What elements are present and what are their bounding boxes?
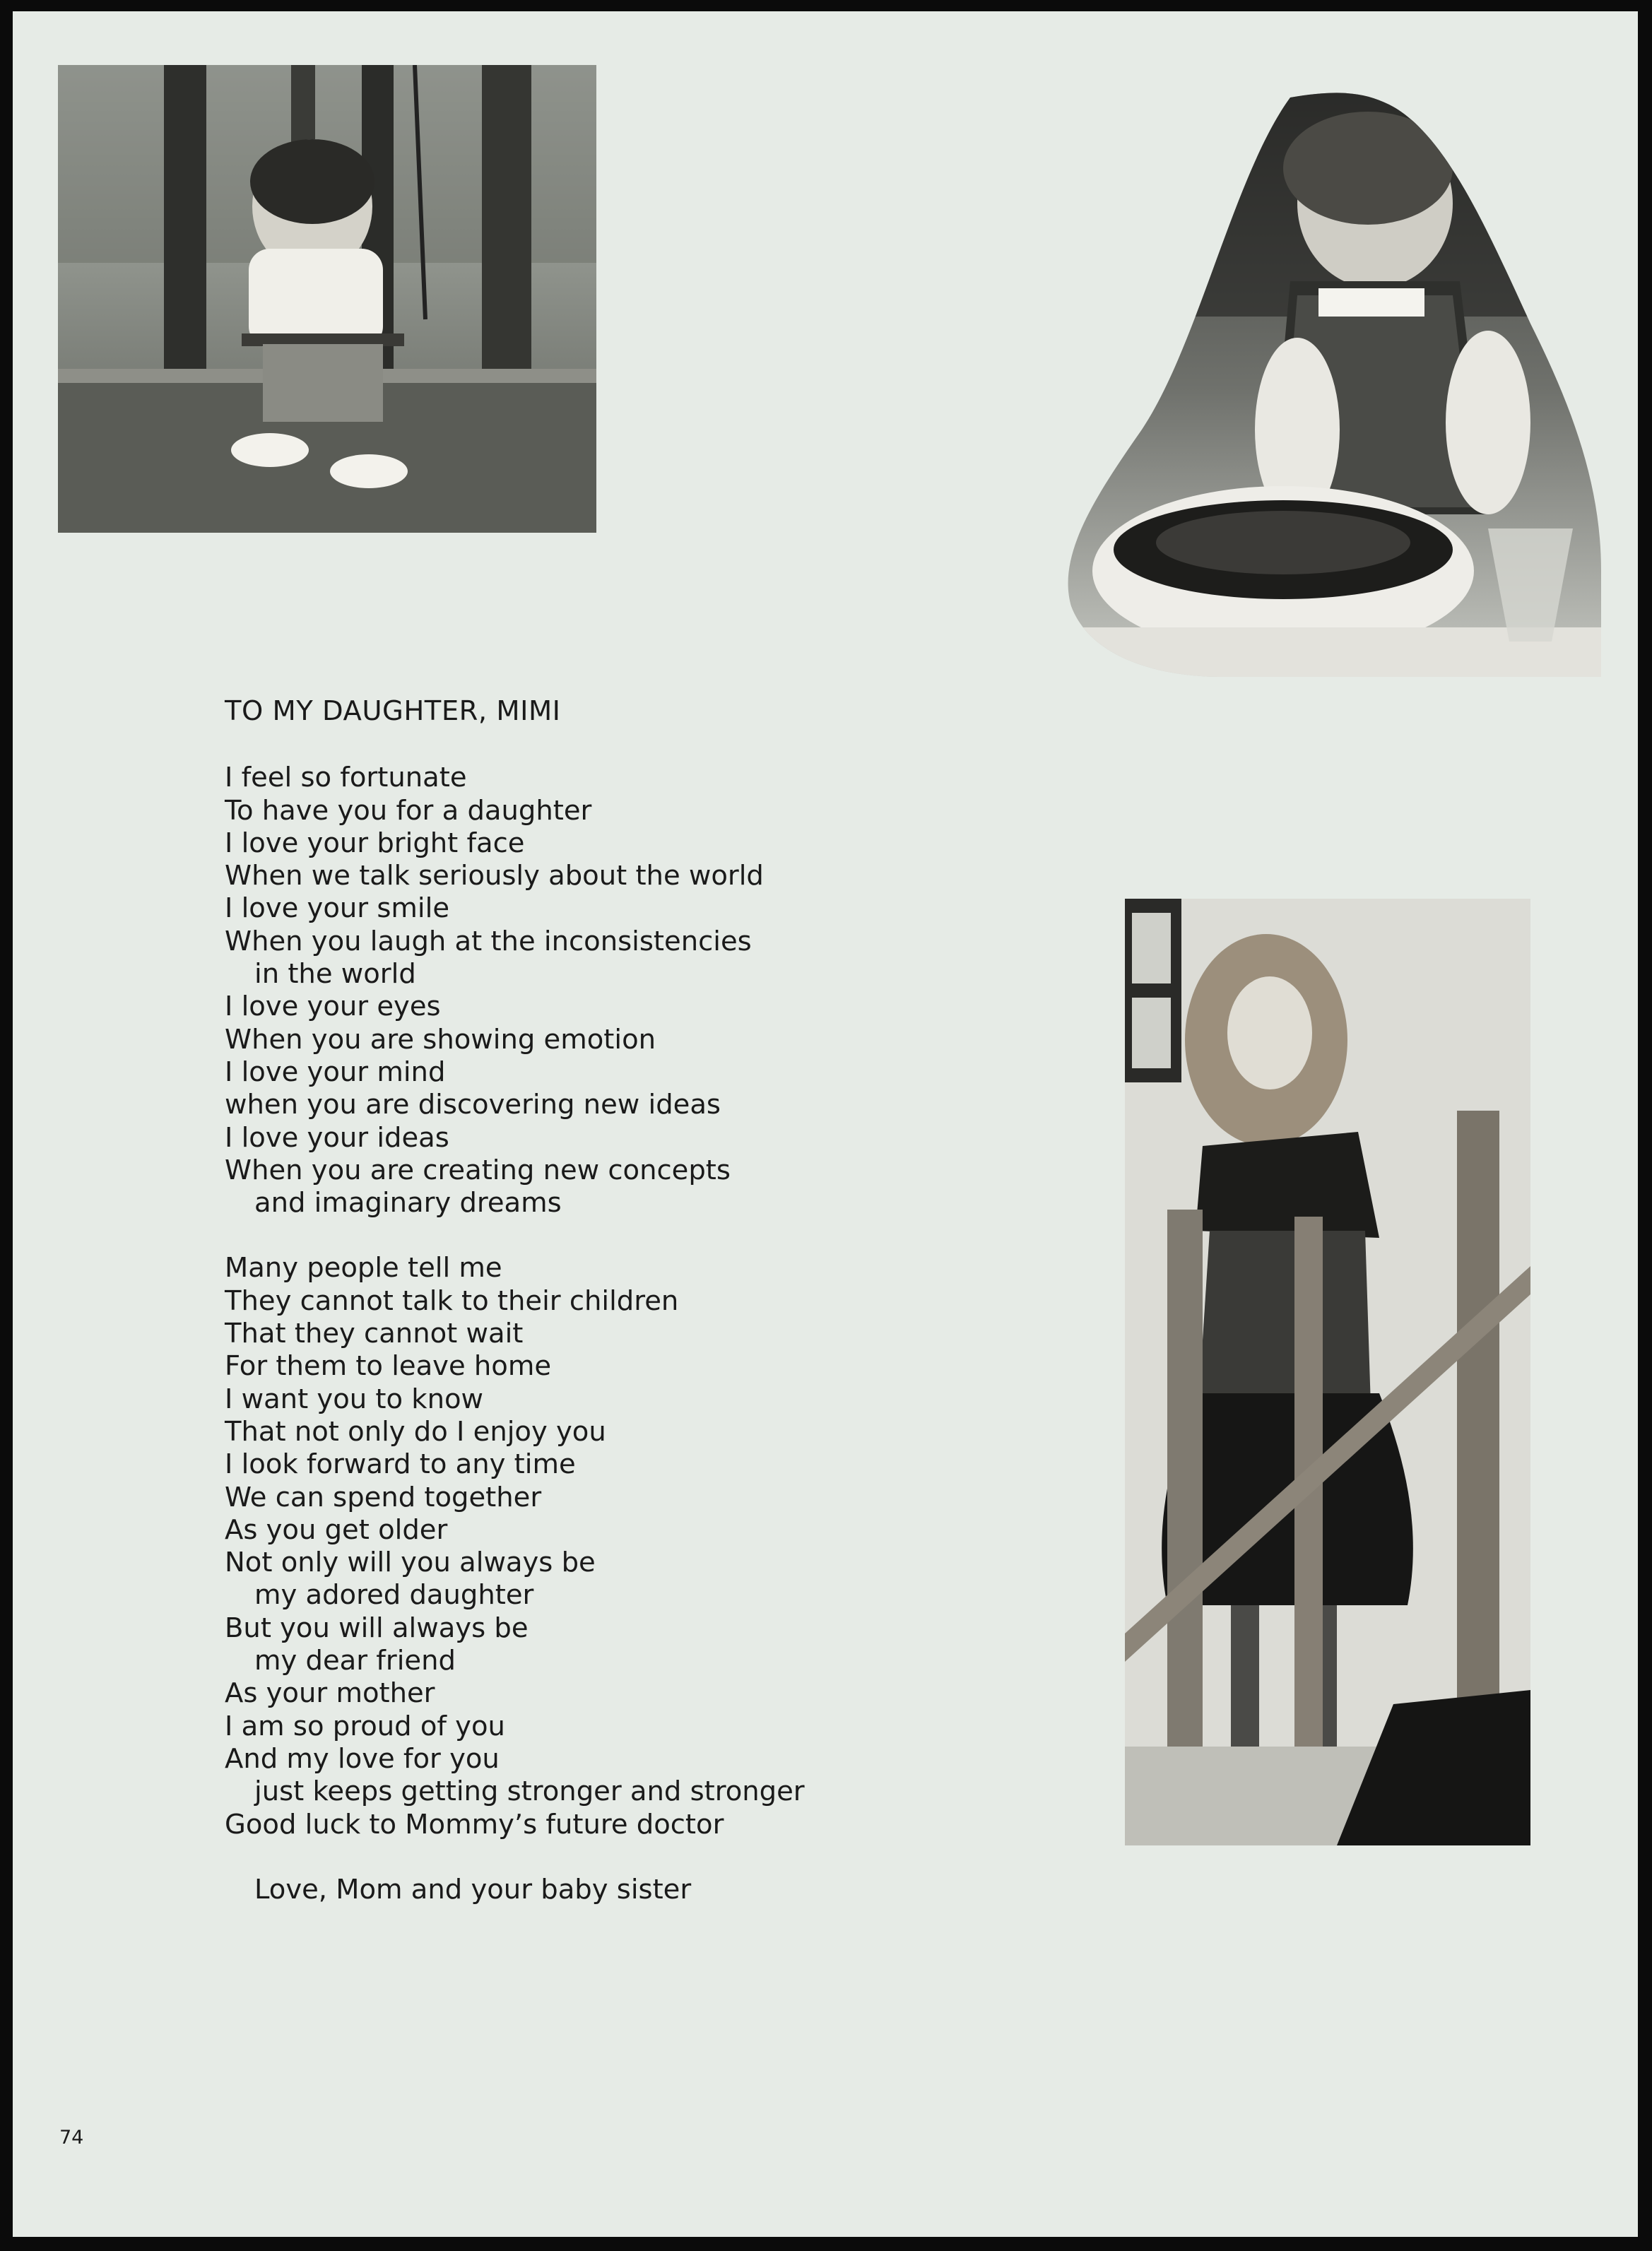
poem-line: When you laugh at the inconsistencies — [225, 925, 752, 957]
poem-line: But you will always be — [225, 1612, 529, 1644]
poem-line: To have you for a daughter — [225, 794, 592, 827]
poem-line: They cannot talk to their children — [225, 1284, 679, 1317]
poem-line: Good luck to Mommy’s future doctor — [225, 1808, 724, 1841]
photo-baby-on-swing — [58, 65, 596, 533]
poem-line: I love your mind — [225, 1056, 446, 1088]
page-number: 74 — [59, 2127, 84, 2149]
poem-title: TO MY DAUGHTER, MIMI — [225, 695, 561, 727]
poem-line: For them to leave home — [225, 1350, 552, 1383]
poem-line: I love your ideas — [225, 1121, 449, 1154]
photo-young-woman-on-stairs — [1125, 899, 1530, 1845]
poem-line: when you are discovering new ideas — [225, 1089, 721, 1121]
poem-line: When you are creating new concepts — [225, 1154, 731, 1186]
poem-stanza-1 — [225, 762, 931, 1219]
poem-line: As your mother — [225, 1677, 435, 1710]
poem — [225, 695, 931, 1906]
poem-line: When you are showing emotion — [225, 1023, 656, 1056]
poem-line: just keeps getting stronger and stronger — [254, 1776, 805, 1808]
poem-line: in the world — [254, 958, 416, 991]
poem-line: I love your eyes — [225, 991, 441, 1023]
poem-line: I look forward to any time — [225, 1448, 576, 1481]
poem-line: When we talk seriously about the world — [225, 860, 764, 892]
photo-toddler-with-cake — [1064, 90, 1601, 687]
poem-line: We can spend together — [225, 1481, 542, 1513]
poem-line: I love your smile — [225, 892, 450, 925]
poem-line: I am so proud of you — [225, 1710, 505, 1742]
poem-line: my adored daughter — [254, 1579, 534, 1612]
poem-line: Many people tell me — [225, 1252, 502, 1284]
yearbook-page — [13, 11, 1638, 2237]
poem-line: I feel so fortunate — [225, 762, 467, 794]
poem-stanza-2 — [225, 1252, 931, 1841]
poem-line: That they cannot wait — [225, 1318, 524, 1350]
poem-line: Not only will you always be — [225, 1547, 596, 1579]
poem-signature: Love, Mom and your baby sister — [254, 1873, 692, 1906]
poem-line: I want you to know — [225, 1383, 484, 1415]
poem-line: and imaginary dreams — [254, 1187, 562, 1219]
poem-line: I love your bright face — [225, 827, 525, 859]
poem-line: And my love for you — [225, 1742, 500, 1775]
poem-line: That not only do I enjoy you — [225, 1415, 606, 1448]
poem-line: my dear friend — [254, 1645, 456, 1677]
poem-line: As you get older — [225, 1513, 448, 1546]
